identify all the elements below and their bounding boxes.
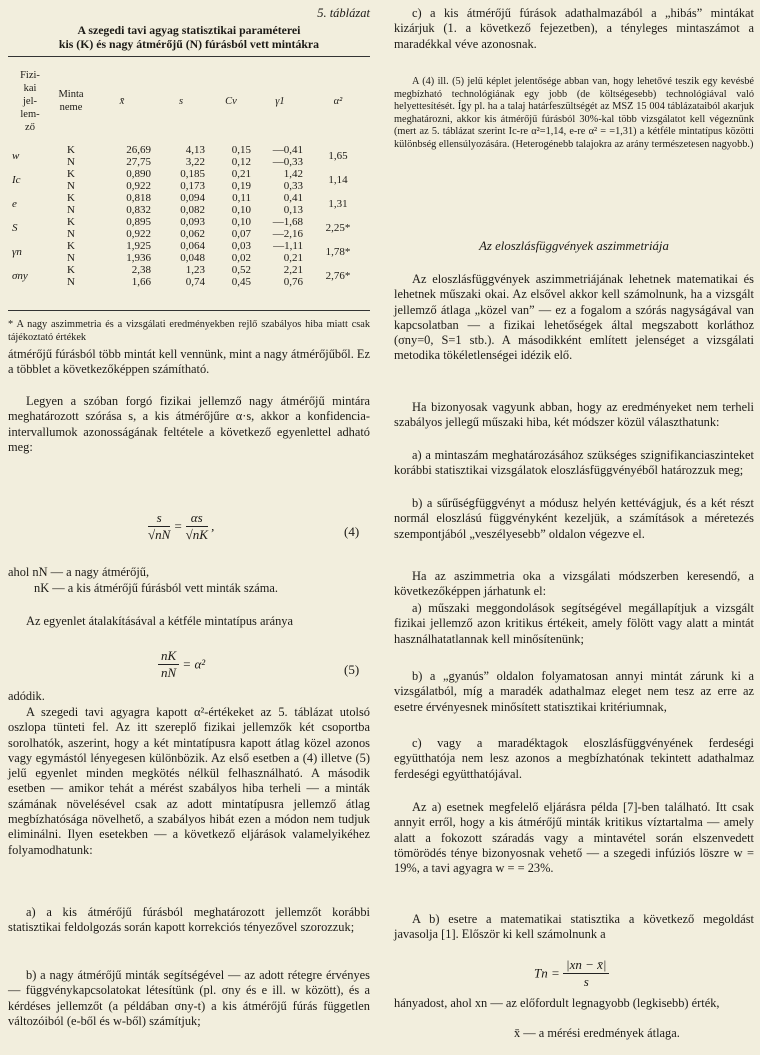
value-cell: 0,12 (231, 156, 251, 168)
table-footnote: * A nagy aszimmetria és a vizsgálati eredményekben rejlő szabályos hiba miatt csak tájékoztató értékek (8, 319, 370, 343)
left-paragraph-1: átmérőjű fúrásból több mintát kell vennünk, mint a nagy átmérőjűből. Ez a többlet a következőképpen számítható. (8, 347, 370, 377)
value-cell: —2,16 (272, 228, 303, 240)
table-row (8, 216, 370, 228)
value-cell: 0,21 (283, 252, 303, 264)
left-paragraph-7: a) a kis átmérőjű fúrásból meghatározott jellemzőt korábbi statisztikai feldolgozás során kapott korrekciós tényezővel szorozzuk; (8, 905, 370, 935)
eq4-right-numerator: αs (186, 510, 208, 527)
tn-lhs: Tn = (534, 965, 560, 981)
parameter-symbol: σny (12, 270, 28, 282)
value-cell: 0,173 (180, 180, 205, 192)
right-paragraph-4: Ha bizonyosak vagyunk abban, hogy az eredményeket nem terheli szabályos jellegű műszaki hiba, két módszer közül választhatunk: (394, 400, 754, 430)
right-paragraph-8: a) műszaki meggondolások segítségével megállapítjuk a vizsgált fizikai jellemző azon kritikus értékeit, amely fölött vagy alatt a mintát használhatatlannak kell minősítenünk; (394, 601, 754, 646)
alpha-squared-cell: 1,31 (328, 198, 348, 210)
table-header-cell: γ1 (275, 95, 285, 107)
where-nN: ahol nN — a nagy átmérőjű, (8, 565, 150, 579)
value-cell: 4,13 (185, 144, 205, 156)
value-cell: —0,33 (272, 156, 303, 168)
value-cell: 1,23 (185, 264, 205, 276)
table-top-rule (8, 56, 370, 57)
right-paragraph-11: Az a) esetnek megfelelő eljárásra példa [7]-ben található. Itt csak annyit erről, hogy a kis átmérőjű minták kritikus víztartalma — amely alatt a fokozott száradás vagy a mintavétel során elszenvedett tömörödés ténye bizonyosnak vehető — a szegedi infúziós löszre w = 19%, a tavi agyagra w = = 23%. (394, 800, 754, 876)
value-cell: 0,45 (231, 276, 251, 288)
eq5-denominator: nN (161, 665, 177, 680)
value-cell: 0,76 (283, 276, 303, 288)
sample-type-cell: N (67, 228, 75, 240)
value-cell: 0,21 (231, 168, 251, 180)
value-cell: 0,15 (231, 144, 251, 156)
equation-5 (158, 648, 205, 681)
value-cell: 0,185 (180, 168, 205, 180)
value-cell: 0,832 (126, 204, 151, 216)
right-paragraph-7: Ha az aszimmetria oka a vizsgálati módszerben keresendő, a következőképpen járhatunk el: (394, 569, 754, 599)
value-cell: 27,75 (126, 156, 151, 168)
table-row (8, 264, 370, 276)
parameter-table (8, 58, 370, 288)
right-paragraph-6: b) a sűrűségfüggvényt a módusz helyén kettévágjuk, és a két részt normál eloszlású függvényként kezeljük, a számítások a méretezés szempontjából „veszélyesebb” oldalon végezve el. (394, 496, 754, 541)
right-paragraph-5: a) a mintaszám meghatározásához szükséges szignifikanciaszinteket korábbi statisztikai vizsgálatok eloszlásfüggvényéből határozzuk meg; (394, 448, 754, 478)
alpha-squared-cell: 2,76* (325, 270, 351, 282)
where-nK: nK — a kis átmérőjű fúrásból vett minták száma. (34, 581, 278, 595)
right-paragraph-10: c) vagy a maradéktagok eloszlásfüggvényének ferdeségi együtthatója nem lesz azonos a megbízhatónak tekintett adathalmaz ferdeségi együtthatójával. (394, 736, 754, 781)
alpha-squared-cell: 1,78* (325, 246, 351, 258)
table-header-cell: α² (333, 95, 343, 107)
right-paragraph-12: A b) esetre a matematikai statisztika a következő megoldást javasolja [1]. Először ki kell számolnunk a (394, 912, 754, 942)
value-cell: 0,33 (283, 180, 303, 192)
table-header-cell: Cv (225, 95, 237, 107)
sample-type-cell: K (67, 240, 75, 252)
value-cell: 0,52 (231, 264, 251, 276)
table-header-cell: x̄ (119, 95, 125, 107)
value-cell: 26,69 (126, 144, 151, 156)
value-cell: 0,062 (180, 228, 205, 240)
table-row (8, 192, 370, 204)
value-cell: 0,03 (231, 240, 251, 252)
left-paragraph-8: b) a nagy átmérőjű minták segítségével — az adott rétegre érvényes — függvénykapcsolatokat létesítünk (pl. σny és e ill. w között), és a kérdéses jellemzőt (a példában σny-t) a kis átmérőjű fúrás független változóiból (e-ből és w-ből) számítjuk; (8, 968, 370, 1028)
sample-type-cell: N (67, 252, 75, 264)
value-cell: 0,02 (231, 252, 251, 264)
value-cell: 0,10 (231, 204, 251, 216)
left-paragraph-5: adódik. (8, 689, 45, 703)
table-body (8, 144, 370, 288)
sample-type-cell: K (67, 168, 75, 180)
sample-type-cell: N (67, 180, 75, 192)
right-paragraph-9: b) a „gyanús” oldalon folyamatosan annyi mintát zárunk ki a vizsgálatból, míg a maradék adathalmaz eleget nem tesz az erre az esetre érvényesnek minősített statisztikai kritériumnak, (394, 669, 754, 714)
value-cell: 0,895 (126, 216, 151, 228)
eq4-left-numerator: s (148, 510, 170, 527)
parameter-symbol: S (12, 222, 18, 234)
eq4-right-denominator: √nK (185, 527, 208, 542)
table-row (8, 168, 370, 180)
sample-type-cell: N (67, 156, 75, 168)
right-paragraph-1: c) a kis átmérőjű fúrások adathalmazából a „hibás” mintákat kizárjuk (1. a következő fejezetben), a tényleges mintaszámot a maradékkal véve azonosnak. (394, 6, 754, 51)
sample-type-cell: K (67, 144, 75, 156)
value-cell: 1,66 (131, 276, 151, 288)
value-cell: —1,68 (272, 216, 303, 228)
tn-numerator: |xn − x̄| (563, 957, 609, 974)
alpha-squared-cell: 2,25* (325, 222, 351, 234)
value-cell: 0,922 (126, 228, 151, 240)
sample-type-cell: K (67, 216, 75, 228)
table-header-cell: Minta neme (58, 89, 84, 113)
sample-type-cell: K (67, 264, 75, 276)
value-cell: 1,925 (126, 240, 151, 252)
left-paragraph-4: Az egyenlet átalakításával a kétféle mintatípus aránya (26, 614, 293, 628)
value-cell: 1,936 (126, 252, 151, 264)
value-cell: 2,38 (131, 264, 151, 276)
value-cell: 0,10 (231, 216, 251, 228)
value-cell: 0,082 (180, 204, 205, 216)
left-paragraph-6: A szegedi tavi agyagra kapott α²-értékeket az 5. táblázat utolsó oszlopa tünteti fel. Az itt szereplő fizikai jellemzők két csoportba sorolhatók, aszerint, hogy a két mintatípusra kapott átlag közel azonos vagy egymástól lényegesen különbözik. Az első esetben a (4) illetve (5) jelű egyenlet minden megkötés nélkül felhasználható. A második esetben — amikor tehát a mérést szabályos hiba terheli — a minták számának növelésével csak az adott mintatípusra jellemző átlag megbízhatósága növelhető, a szabályos hibát ezen a módon nem tudjuk eliminálni. Ilyen esetekben — a következő eljárások valamelyikéhez folyamodhatunk: (8, 705, 370, 857)
value-cell: 0,922 (126, 180, 151, 192)
value-cell: 2,21 (283, 264, 303, 276)
section-heading: Az eloszlásfüggvények aszimmetriája (479, 239, 669, 253)
parameter-symbol: Ic (12, 174, 21, 186)
parameter-symbol: w (12, 150, 20, 162)
table-header-cell: Fizi- kai jel- lem- ző (20, 69, 40, 133)
equation-tn (534, 957, 609, 990)
parameter-symbol: e (12, 198, 17, 210)
alpha-squared-cell: 1,65 (328, 150, 348, 162)
sample-type-cell: N (67, 276, 75, 288)
right-paragraph-2: A (4) ill. (5) jelű képlet jelentősége abban van, hogy lehetővé teszik egy kevésbé megbízható technológiának egy jobb (de költségesebb) technológiával való helyettesítését. Így pl. ha a talaj határfeszültségét az MSZ 15 004 táblázataiból akarjuk meghatározni, akkor kis átmérőjű fúrásból 30%-kal több vizsgálatot kell végeznünk (mert az 5. táblázat szerint Ic-re α²=1,14, e-re α² = =1,31) a kétféle mintatípus közötti különbség ellensúlyozására. (Heterogénebb talajokra az arány természetesen nagyobb.) (394, 76, 754, 150)
value-cell: 0,048 (180, 252, 205, 264)
eq4-left-denominator: √nN (148, 527, 171, 542)
table-caption: 5. táblázat (317, 6, 370, 20)
sample-type-cell: K (67, 192, 75, 204)
table-header-cell: s (178, 95, 184, 107)
table-title: A szegedi tavi agyag statisztikai paraméterei kis (K) és nagy átmérőjű (N) fúrásból vett mintákra (58, 23, 320, 51)
value-cell: 0,07 (231, 228, 251, 240)
value-cell: 0,890 (126, 168, 151, 180)
value-cell: —0,41 (272, 144, 303, 156)
sample-type-cell: N (67, 204, 75, 216)
value-cell: 0,064 (180, 240, 205, 252)
right-paragraph-13b: x̄ — a mérési eredmények átlaga. (514, 1026, 680, 1040)
parameter-symbol: γn (12, 246, 22, 258)
eq5-rhs: = α² (182, 656, 206, 672)
right-paragraph-3: Az eloszlásfüggvények aszimmetriájának lehetnek matematikai és lehetnek műszaki okai. Az elsővel akkor kell számolnunk, ha a vizsgált jellemző átlaga „közel van” — ez a fogalom a szórás nagyságával van kapcsolatban — a fizikai lehetőségek által megszabott korláthoz (σny=0, S=1 stb.). A másodikként említett jelenséget a vizsgálati metodika tökéletlenségei idézik elő. (394, 272, 754, 363)
alpha-squared-cell: 1,14 (328, 174, 348, 186)
value-cell: 0,094 (180, 192, 205, 204)
table-row (8, 240, 370, 252)
eq5-numerator: nK (158, 648, 179, 665)
value-cell: 0,818 (126, 192, 151, 204)
table-row (8, 144, 370, 156)
value-cell: 3,22 (185, 156, 205, 168)
value-cell: 0,11 (232, 192, 251, 204)
tn-denominator: s (583, 974, 589, 989)
value-cell: 0,74 (185, 276, 205, 288)
eq4-number: (4) (344, 524, 360, 539)
table-header-row (8, 58, 370, 144)
value-cell: 0,41 (283, 192, 303, 204)
equation-4: $\frac{s}{√nN}$ = $\frac{\alpha s}{√nK}$ , (148, 510, 215, 542)
value-cell: 1,42 (283, 168, 303, 180)
value-cell: 0,093 (180, 216, 205, 228)
value-cell: —1,11 (273, 240, 303, 252)
table-bottom-rule (8, 310, 370, 311)
right-paragraph-13a: hányadost, ahol xn — az előfordult legnagyobb (legkisebb) érték, (394, 996, 720, 1010)
value-cell: 0,13 (283, 204, 303, 216)
left-paragraph-2: Legyen a szóban forgó fizikai jellemző nagy átmérőjű mintára meghatározott szórása s, a kis átmérőjűre α·s, akkor a konfidencia-intervallumok azonosságának feltétele a következő egyenlettel adható meg: (8, 394, 370, 454)
eq5-number: (5) (344, 662, 360, 677)
value-cell: 0,19 (231, 180, 251, 192)
